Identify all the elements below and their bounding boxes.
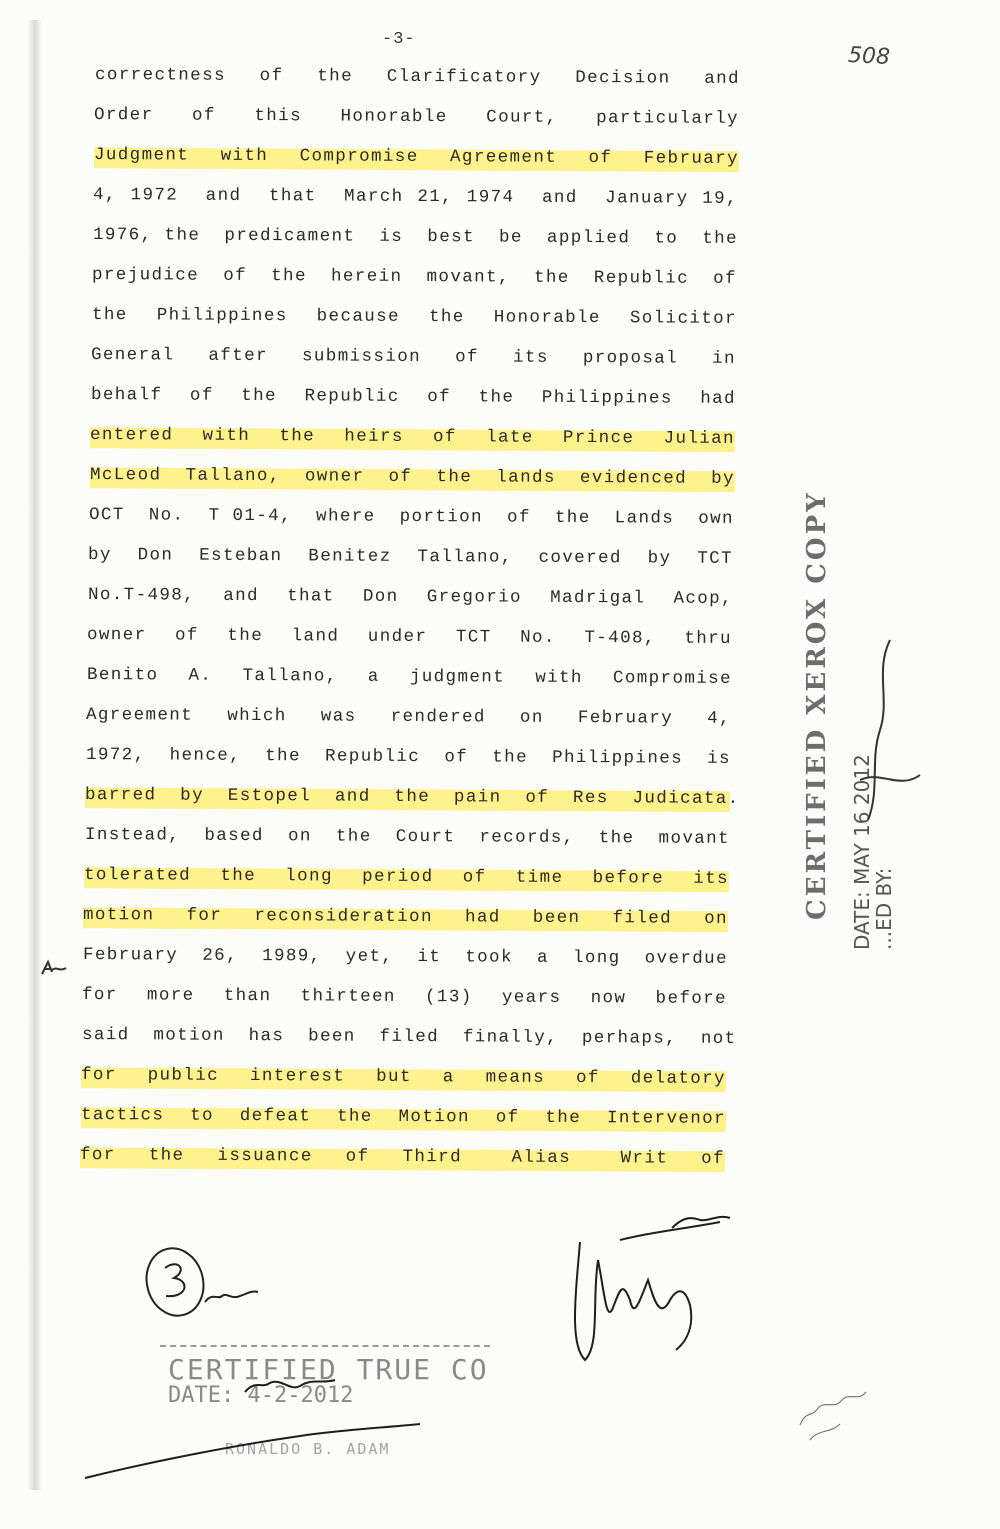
stamp-officer-name: RONALDO B. ADAM xyxy=(225,1440,391,1458)
document-line: for the issuance of Third Alias Writ of xyxy=(80,1135,725,1179)
document-line: McLeod Tallano, owner of the lands evidenced by xyxy=(89,455,734,499)
document-line: Benito A. Tallano, a judgment with Compromise xyxy=(86,665,732,689)
document-line: the Philippines because the Honorable Solicitor xyxy=(91,305,737,329)
stamp-date: DATE: MAY 16 2012 xyxy=(850,754,874,950)
document-line: owner of the land under TCT No. T-408, thru xyxy=(87,625,733,649)
document-line: prejudice of the herein movant, the Republic of xyxy=(92,265,738,289)
document-line: barred by Estopel and the pain of Res Judicata. xyxy=(85,775,730,819)
document-line: for more than thirteen (13) years now before xyxy=(82,985,728,1009)
document-line: motion for reconsideration had been filed on xyxy=(83,895,728,939)
document-line: for public interest but a means of delatory xyxy=(81,1055,726,1099)
document-line: tactics to defeat the Motion of the Intervenor xyxy=(81,1095,726,1139)
stamp-date: DATE: 4-2-2012 xyxy=(168,1383,354,1408)
folio-number: 508 xyxy=(847,42,891,71)
signature xyxy=(575,1217,730,1360)
document-line: 1976, the predicament is best be applied to the xyxy=(92,225,738,249)
stamp-signature xyxy=(860,640,920,820)
stamp-title: CERTIFIED XEROX COPY xyxy=(802,490,832,920)
certifier-signature xyxy=(85,1380,420,1478)
document-line: Order of this Honorable Court, particularly xyxy=(94,105,740,129)
document-line: General after submission of its proposal in xyxy=(91,345,737,369)
document-line: 4, 1972 and that March 21, 1974 and January 19, xyxy=(93,185,739,209)
document-line: 1972, hence, the Republic of the Philippines is xyxy=(85,745,731,769)
document-line: Judgment with Compromise Agreement of February xyxy=(94,135,739,179)
corner-note xyxy=(800,1392,866,1440)
circled-page-initial xyxy=(139,1242,258,1322)
stamp-title: CERTIFIED TRUE CO xyxy=(168,1353,489,1386)
document-line: behalf of the Republic of the Philippines had xyxy=(90,385,736,409)
document-line: OCT No. T 01-4, where portion of the Lands own xyxy=(88,505,735,529)
document-line: No.T-498, and that Don Gregorio Madrigal Acop, xyxy=(87,585,733,609)
document-line: February 26, 1989, yet, it took a long overdue xyxy=(82,945,728,969)
stamp-certified-by: ...ED BY: xyxy=(872,867,896,950)
document-line: correctness of the Clarificatory Decision and xyxy=(94,65,741,89)
document-line: entered with the heirs of late Prince Julian xyxy=(90,415,735,459)
document-line: by Don Esteban Benitez Tallano, covered by TCT xyxy=(88,545,734,569)
document-line: Instead, based on the Court records, the movant xyxy=(84,825,730,849)
page-number: -3- xyxy=(382,30,416,49)
document-line: tolerated the long period of time before its xyxy=(84,855,729,899)
document-line: Agreement which was rendered on February 4, xyxy=(86,705,732,729)
document-line: said motion has been filed finally, perhaps, not xyxy=(81,1025,737,1049)
